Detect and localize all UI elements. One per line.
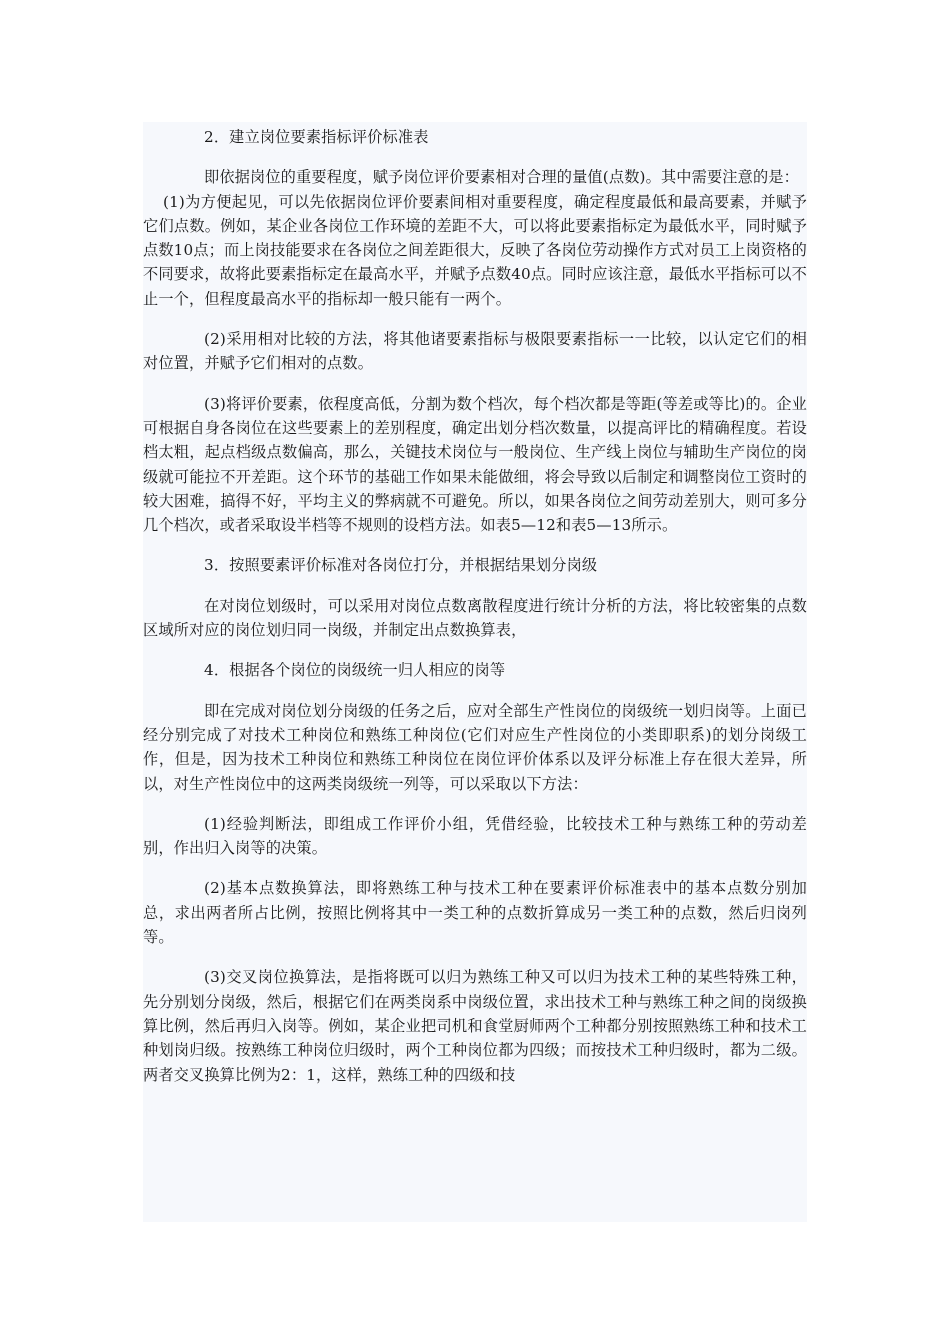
paragraph-method-3: (3)交叉岗位换算法，是指将既可以归为熟练工种又可以归为技术工种的某些特殊工种，先分别划分岗级，然后，根据它们在两类岗系中岗级位置，求出技术工种与熟练工种之间的岗级换算比例，然后再归入岗等。例如，某企业把司机和食堂厨师两个工种都分别按照熟练工种和技术工种划岗归级。按熟练工种岗位归级时，两个工种岗位都为四级；而按技术工种归级时，都为二级。两者交叉换算比例为2：1，这样，熟练工种的四级和技 (143, 968, 807, 1084)
document-page (143, 122, 807, 1222)
document-body (143, 122, 807, 1087)
section-heading-3: 3．按照要素评价标准对各岗位打分，并根据结果划分岗级 (204, 556, 598, 575)
paragraph-method-1: (1)经验判断法，即组成工作评价小组，凭借经验，比较技术工种与熟练工种的劳动差别，作出归入岗等的决策。 (143, 814, 807, 858)
section-heading-2: 2．建立岗位要素指标评价标准表 (204, 128, 429, 146)
paragraph-method-2: (2)基本点数换算法，即将熟练工种与技术工种在要素评价标准表中的基本点数分别加总，求出两者所占比例，按照比例将其中一类工种的点数折算成另一类工种的点数，然后归岗列等。 (143, 879, 807, 947)
paragraph-grade-unify: 即在完成对岗位划分岗级的任务之后，应对全部生产性岗位的岗级统一划归岗等。上面已经分别完成了对技术工种岗位和熟练工种岗位(它们对应生产性岗位的小类即职系)的划分岗级工作，但是，因为技术工种岗位和熟练工种岗位在岗位评价体系以及评分标准上存在很大差异，所以，对生产性岗位中的这两类岗级统一列等，可以采取以下方法： (143, 701, 807, 793)
paragraph-item-1: (1)为方便起见，可以先依据岗位评价要素间相对重要程度，确定程度最低和最高要素，并赋予它们点数。例如，某企业各岗位工作环境的差距不大，可以将此要素指标定为最低水平，同时赋予点数10点；而上岗技能要求在各岗位之间差距很大，反映了各岗位劳动操作方式对员工上岗资格的不同要求，故将此要素指标定在最高水平，并赋予点数40点。同时应该注意，最低水平指标可以不止一个，但程度最高水平的指标却一般只能有一两个。 (143, 192, 807, 308)
paragraph-intro: 即依据岗位的重要程度，赋予岗位评价要素相对合理的量值(点数)。其中需要注意的是： (204, 168, 799, 187)
paragraph-item-3: (3)将评价要素，依程度高低，分割为数个档次，每个档次都是等距(等差或等比)的。企业可根据自身各岗位在这些要素上的差别程度，确定出划分档次数量，以提高评比的精确程度。若设档太粗，起点档级点数偏高，那么，关键技术岗位与一般岗位、生产线上岗位与辅助生产岗位的岗级就可能拉不开差距。这个环节的基础工作如果未能做细，将会导致以后制定和调整岗位工资时的较大困难，搞得不好，平均主义的弊病就不可避免。所以，如果各岗位之间劳动差别大，则可多分几个档次，或者采取设半档等不规则的设档方法。如表5—12和表5—13所示。 (143, 394, 807, 535)
section-heading-4: 4．根据各个岗位的岗级统一归人相应的岗等 (204, 661, 506, 680)
paragraph-item-2: (2)采用相对比较的方法，将其他诸要素指标与极限要素指标一一比较，以认定它们的相对位置，并赋予它们相对的点数。 (143, 330, 807, 373)
paragraph-grading: 在对岗位划级时，可以采用对岗位点数离散程度进行统计分析的方法，将比较密集的点数区域所对应的岗位划归同一岗级，并制定出点数换算表， (143, 596, 807, 640)
